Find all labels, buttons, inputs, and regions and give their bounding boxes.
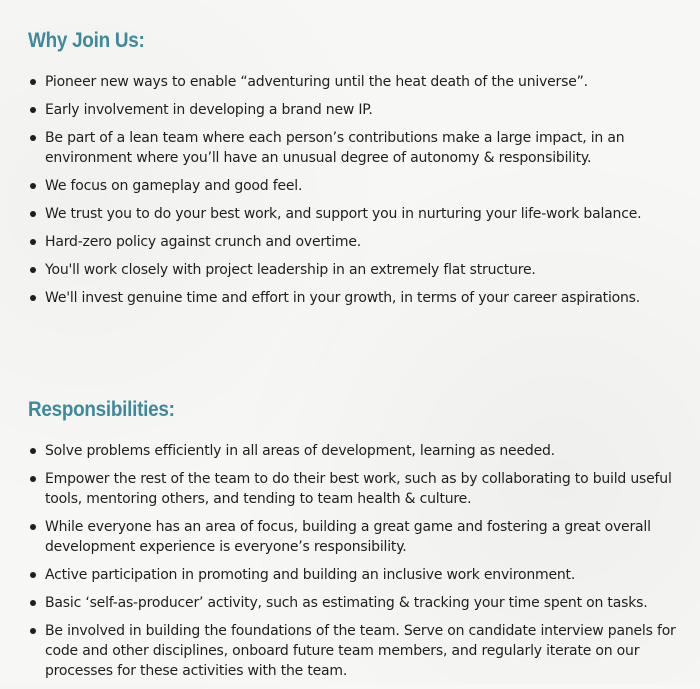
list-item bbox=[28, 72, 678, 92]
list-item-text: Be involved in building the foundations of the team. Serve on candidate interview panels for code and other disciplines, onboard future team members, and regularly iterate on our processes for these activities with the team. bbox=[45, 623, 676, 679]
bullet-icon bbox=[30, 107, 36, 113]
why-join-us-list bbox=[28, 72, 678, 308]
list-item bbox=[28, 128, 678, 168]
bullet-icon bbox=[30, 79, 36, 85]
list-item-text: We trust you to do your best work, and support you in nurturing your life-work balance. bbox=[45, 206, 642, 222]
list-item-text: We'll invest genuine time and effort in your growth, in terms of your career aspirations. bbox=[45, 290, 641, 306]
list-item bbox=[28, 288, 678, 308]
list-item bbox=[28, 593, 678, 613]
list-item bbox=[28, 517, 678, 557]
list-item bbox=[28, 441, 678, 461]
list-item-text: While everyone has an area of focus, building a great game and fostering a great overall development experience is everyone’s responsibility. bbox=[45, 519, 651, 555]
list-item-text: Early involvement in developing a brand new IP. bbox=[45, 102, 373, 118]
bullet-icon bbox=[30, 135, 36, 141]
list-item-text: Active participation in promoting and building an inclusive work environment. bbox=[45, 567, 576, 583]
responsibilities-section bbox=[28, 397, 678, 689]
list-item-text: We focus on gameplay and good feel. bbox=[45, 178, 303, 194]
bullet-icon bbox=[30, 183, 36, 189]
bullet-icon bbox=[30, 267, 36, 273]
responsibilities-list bbox=[28, 441, 678, 681]
bullet-icon bbox=[30, 600, 36, 606]
list-item-text: Empower the rest of the team to do their best work, such as by collaborating to build useful tools, mentoring others, and tending to team health & culture. bbox=[45, 471, 672, 507]
bullet-icon bbox=[30, 448, 36, 454]
responsibilities-heading: Responsibilities: bbox=[28, 398, 175, 421]
bullet-icon bbox=[30, 239, 36, 245]
list-item-text: Solve problems efficiently in all areas of development, learning as needed. bbox=[45, 443, 555, 459]
list-item bbox=[28, 260, 678, 280]
why-join-us-section bbox=[28, 28, 678, 316]
bullet-icon bbox=[30, 476, 36, 482]
list-item bbox=[28, 565, 678, 585]
list-item-text: Basic ‘self-as-producer’ activity, such as estimating & tracking your time spent on tasks. bbox=[45, 595, 648, 611]
list-item-text: Pioneer new ways to enable “adventuring until the heat death of the universe”. bbox=[45, 74, 588, 90]
list-item bbox=[28, 176, 678, 196]
list-item-text: Hard-zero policy against crunch and overtime. bbox=[45, 234, 361, 250]
list-item-text: You'll work closely with project leadership in an extremely flat structure. bbox=[45, 262, 536, 278]
bullet-icon bbox=[30, 524, 36, 530]
bullet-icon bbox=[30, 628, 36, 634]
list-item bbox=[28, 232, 678, 252]
why-join-us-heading: Why Join Us: bbox=[28, 29, 145, 52]
bullet-icon bbox=[30, 572, 36, 578]
list-item bbox=[28, 469, 678, 509]
bullet-icon bbox=[30, 295, 36, 301]
list-item bbox=[28, 204, 678, 224]
list-item bbox=[28, 621, 678, 681]
list-item-text: Be part of a lean team where each person’s contributions make a large impact, in an environment where you’ll have an unusual degree of autonomy & responsibility. bbox=[45, 130, 625, 166]
list-item bbox=[28, 100, 678, 120]
bullet-icon bbox=[30, 211, 36, 217]
